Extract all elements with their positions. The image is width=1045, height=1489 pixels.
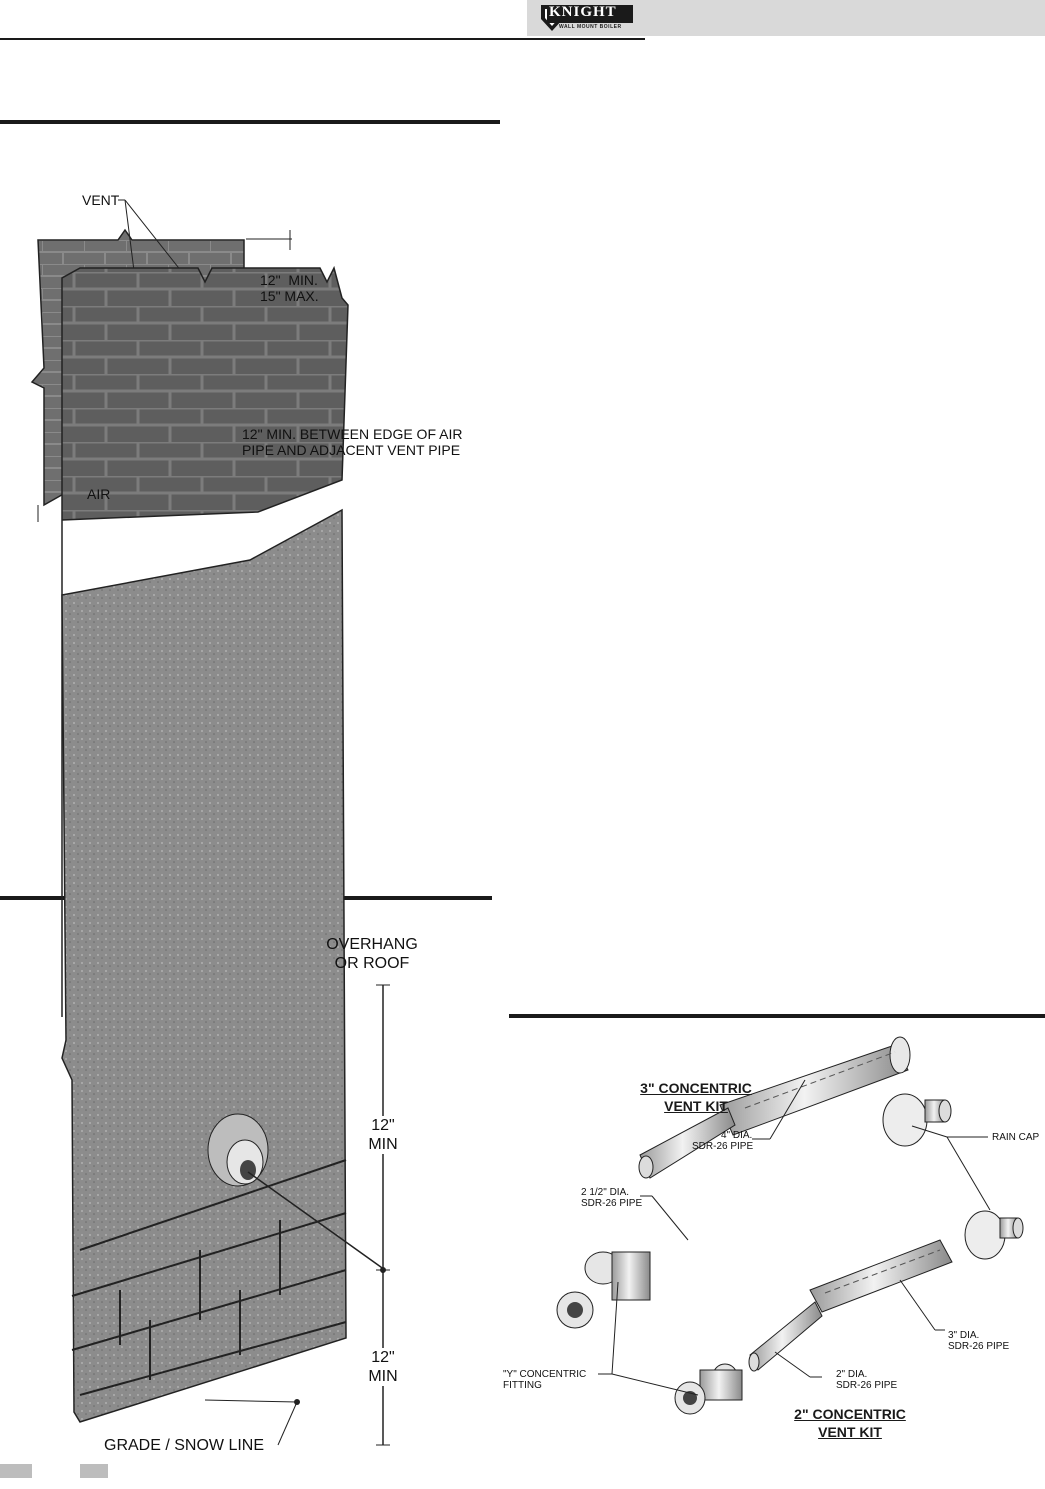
pipe3-label-line1: 3" DIA. bbox=[948, 1330, 980, 1341]
rain-cap-label: RAIN CAP bbox=[992, 1132, 1040, 1143]
lower-dim-line1: 12" bbox=[350, 1348, 416, 1367]
pipe25-label-line2: SDR-26 PIPE bbox=[581, 1198, 643, 1209]
pipe2-label-line2: SDR-26 PIPE bbox=[836, 1380, 898, 1391]
footer-block-left bbox=[0, 1464, 32, 1478]
edge-note-line2: PIPE AND ADJACENT VENT PIPE bbox=[242, 442, 461, 458]
pipe4-label-line1: 4" DIA. bbox=[721, 1130, 753, 1141]
kit2-title-line2: VENT KIT bbox=[818, 1424, 882, 1440]
pipe25-label-line1: 2 1/2" DIA. bbox=[581, 1187, 630, 1198]
fitting-label-line2: FITTING bbox=[503, 1380, 542, 1391]
logo-subtext: WALL MOUNT BOILER bbox=[559, 24, 622, 30]
footer-block-right bbox=[80, 1464, 108, 1478]
grade-label: GRADE / SNOW LINE bbox=[104, 1437, 265, 1454]
upper-dim-line1: 12" bbox=[350, 1116, 416, 1135]
kit3-title-line1: 3" CONCENTRIC bbox=[640, 1080, 752, 1096]
spacing-min-label: 12" MIN. bbox=[260, 272, 318, 288]
edge-note-line1: 12" MIN. BETWEEN EDGE OF AIR bbox=[242, 426, 463, 442]
logo-text: KNIGHT bbox=[549, 4, 617, 20]
overhang-label-line2: OR ROOF bbox=[334, 955, 410, 972]
fitting-label-line1: "Y" CONCENTRIC bbox=[503, 1369, 587, 1380]
lower-dim-line2: MIN bbox=[350, 1367, 416, 1386]
concentric-vent-kits bbox=[557, 1037, 1023, 1414]
kit3-title-line2: VENT KIT bbox=[664, 1098, 728, 1114]
upper-dim-line2: MIN bbox=[350, 1135, 416, 1154]
pipe2-label-line1: 2" DIA. bbox=[836, 1369, 868, 1380]
air-label: AIR bbox=[87, 486, 111, 502]
overhang-label-line1: OVERHANG bbox=[326, 936, 418, 953]
spacing-max-label: 15" MAX. bbox=[260, 288, 319, 304]
vent-label: VENT bbox=[82, 192, 120, 208]
pipe4-label-line2: SDR-26 PIPE bbox=[692, 1141, 754, 1152]
kit2-title-line1: 2" CONCENTRIC bbox=[794, 1406, 906, 1422]
vent-termination bbox=[208, 1114, 268, 1186]
pipe3-label-line2: SDR-26 PIPE bbox=[948, 1341, 1010, 1352]
